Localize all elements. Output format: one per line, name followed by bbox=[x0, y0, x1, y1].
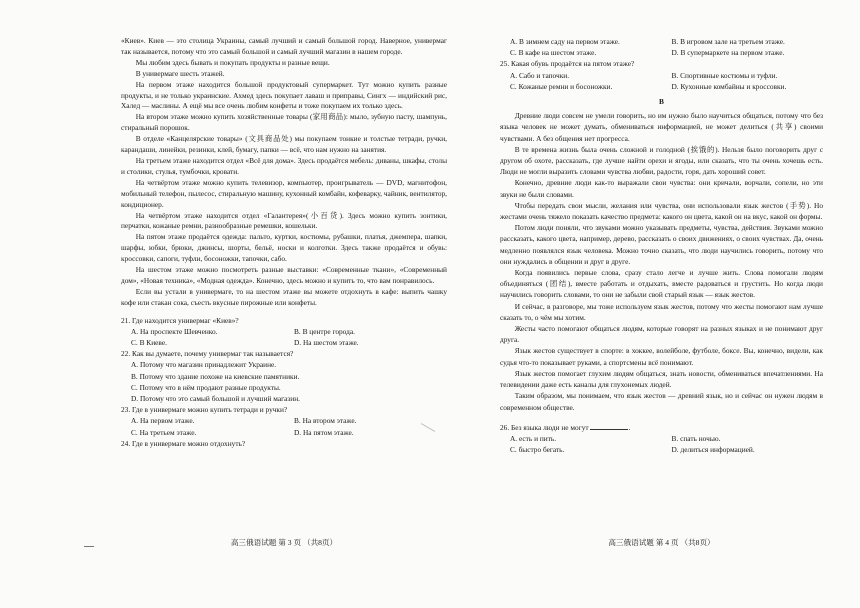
question-24-text: 24. Где в универмаге можно отдохнуть? bbox=[121, 438, 246, 448]
page-footer-left: 高三俄语试题 第 3 页 （共8页） bbox=[230, 538, 338, 547]
question-text: 21. Где находится универмаг «Киев»? bbox=[121, 315, 239, 325]
option-b: B. Спортивные костюмы и туфли. bbox=[671, 70, 778, 80]
question-24-options bbox=[500, 36, 823, 58]
option-a: A. Потому что магазин принадлежит Украине. bbox=[131, 360, 277, 370]
option-d: D. На пятом этаже. bbox=[294, 427, 354, 437]
option-a: A. Сабо и тапочки. bbox=[510, 70, 570, 80]
answer-blank bbox=[590, 422, 628, 430]
option-b: B. На втором этаже. bbox=[294, 416, 357, 426]
question-stem: 26. Без языка люди не могут bbox=[500, 422, 589, 432]
option-c: C. В кафе на шестом этаже. bbox=[510, 48, 597, 58]
reading-paragraph: Жесты часто помогают общаться людям, которые говорят на разных языках и не понимают друг друга. bbox=[500, 324, 823, 345]
reading-paragraph: В те времена жизнь была очень сложной и голодной (挨饿的). Нельзя было поговорить друг с другом об охоте, рассказать, где лучше найти орехи и ягоды, или сказать, что ты очень хочешь есть. Люди не могли выразить словами чувства любви, радости, горя, дать хороший совет. bbox=[500, 144, 823, 177]
option-d: D. В супермаркете на первом этаже. bbox=[671, 48, 785, 58]
option-a: A. На первом этаже. bbox=[131, 416, 195, 426]
question-text: 22. Как вы думаете, почему универмаг так называется? bbox=[121, 349, 294, 359]
question-25 bbox=[500, 58, 823, 92]
question-text: 26. Без языка люди не могут . bbox=[500, 422, 631, 432]
option-c: C. Потому что в нём продают разные продукты. bbox=[131, 382, 281, 392]
reading-paragraph: Мы любим здесь бывать и покупать продукты и разные вещи. bbox=[135, 57, 330, 67]
option-d: D. Кухонные комбайны и кроссовки. bbox=[671, 81, 787, 91]
question-21 bbox=[121, 315, 447, 349]
reading-paragraph: В универмаге шесть этажей. bbox=[135, 68, 225, 78]
reading-paragraph: Таким образом, мы понимаем, что язык жестов — древний язык, но и сейчас он нужен людям в современном обществе. bbox=[500, 391, 823, 412]
reading-paragraph: Если вы устали в универмаге, то на шестом этаже вы можете отдохнуть в кафе: выпить чашку кофе или стакан сока, съесть вкусные пирожные или конфеты. bbox=[121, 286, 447, 307]
option-d: D. делиться информацией. bbox=[671, 445, 755, 455]
left-page-column bbox=[121, 36, 447, 449]
option-a: A. В зимнем саду на первом этаже. bbox=[510, 37, 620, 46]
question-22 bbox=[121, 348, 447, 404]
page-footer-right: 高三俄语试题 第 4 页 （共8页） bbox=[608, 538, 715, 547]
question-text: 23. Где в универмаге можно купить тетради и ручки? bbox=[121, 405, 288, 415]
option-b: B. В центре города. bbox=[294, 326, 355, 336]
option-d: D. Потому что это самый большой и лучший магазин. bbox=[131, 394, 300, 404]
reading-paragraph: И сейчас, в разговоре, мы тоже используем язык жестов, потому что жесты помогают нам лучше сказать то, о чём мы хотим. bbox=[500, 301, 823, 322]
question-23 bbox=[121, 404, 447, 438]
reading-paragraph: Язык жестов помогает глухим людям общаться, знать новости, обмениваться впечатлениями. На телевидении даже есть каналы для глухонемых людей. bbox=[500, 368, 823, 390]
option-c: C. Кожаные ремни и босоножки. bbox=[510, 81, 613, 91]
right-page-column bbox=[500, 36, 823, 455]
reading-paragraph: Конечно, древние люди как-то выражали свои чувства: они кричали, ворчали, сопели, но эти звуки не были словами. bbox=[500, 178, 823, 199]
reading-paragraph: На пятом этаже продаётся одежда: пальто, куртки, костюмы, рубашки, платья, джемпера, шапки, шарфы, юбки, брюки, джинсы, шорты, бельё, носки и колготки. Здесь также продаётся и обувь: кроссовки, сапоги, туфли, босоножки, тапочки, сабо. bbox=[121, 232, 447, 264]
option-b: B. В игровом зале на третьем этаже. bbox=[671, 37, 785, 46]
option-c: C. быстро бегать. bbox=[510, 445, 565, 455]
reading-paragraph: Чтобы передать свои мысли, желания или чувства, они использовали язык жестов (手势). Но жестами очень тяжело показать качество предмета: какого он цвета, какой он на вкус, какой он формы. bbox=[500, 200, 823, 222]
reading-paragraph: На шестом этаже можно посмотреть разные выставки: «Современные ткани», «Современный дом», «Новая техника», «Модная одежда». Конечно, здесь можно и купить то, что вам понравилось. bbox=[121, 265, 447, 285]
reading-paragraph: Древние люди совсем не умели говорить, но им нужно было научиться общаться, потому что без языка человек не может думать, обмениваться информацией, не может делиться (共享) своими чувствами. А без общения нет прогресса. bbox=[500, 111, 823, 143]
reading-paragraph: На четвёртом этаже находится отдел «Галантерея»(小百货). Здесь можно купить зонтики, перчатки, кожаные ремни, разнообразные ремешки, кошельки. bbox=[121, 210, 447, 231]
option-b: B. Потому что здание похоже на киевские памятники. bbox=[131, 371, 300, 381]
reading-paragraph: На третьем этаже находится отдел «Всё для дома». Здесь продаётся мебель: диваны, шкафы, столы и столики, стулья, тумбочки, кровати. bbox=[121, 155, 447, 176]
option-c: C. На третьем этаже. bbox=[131, 427, 197, 437]
option-b: B. спать ночью. bbox=[671, 433, 721, 443]
option-d: D. На шестом этаже. bbox=[294, 338, 359, 348]
option-a: A. есть и пить. bbox=[510, 433, 557, 443]
question-text: 25. Какая обувь продаётся на пятом этаже? bbox=[500, 59, 635, 69]
reading-paragraph: Язык жестов существует в спорте: в хоккее, волейболе, футболе, боксе. Вы, конечно, видели, как судья что-то показывает руками, а спортсмены всё понимают. bbox=[500, 346, 823, 367]
reading-paragraph: На четвёртом этаже можно купить телевизор, компьютер, проигрыватель — DVD, магнитофон, мобильный телефон, пылесос, стиральную машину, кухонный комбайн, кофеварку, чайник, вентилятор, кондиционер. bbox=[121, 177, 447, 209]
reading-paragraph: На первом этаже находится большой продуктовый супермаркет. Тут можно купить разные продукты, и не только украинские. Ахмед здесь покупает лаваш и приправы, Сингх — индийский рис, Халед — маслины. А ещё мы все очень любим конфеты и тоже покупаем их только здесь. bbox=[121, 79, 447, 111]
reading-paragraph: Когда появились первые слова, сразу стало легче и лучше жить. Слова помогали людям объединяться (团结), вместе работать и отдыхать, вместе радоваться и грустить. Но когда люди научились говорить словами, то они не забыли свой старый язык — язык жестов. bbox=[500, 268, 823, 300]
section-heading: B bbox=[659, 97, 664, 107]
question-26 bbox=[500, 422, 823, 456]
reading-paragraph: На втором этаже можно купить хозяйственные товары (家用商品): мыло, зубную пасту, шампунь, стиральный порошок. bbox=[121, 112, 447, 133]
reading-paragraph: В отделе «Канцелярские товары» (文具商品处) мы покупаем тонкие и толстые тетради, ручки, карандаши, линейки, резинки, клей, бумагу, папки — всё, что нам нужно на занятия. bbox=[121, 134, 447, 155]
option-a: A. На проспекте Шевченко. bbox=[131, 326, 218, 336]
reading-paragraph: Потом люди поняли, что звуками можно указывать предметы, чувства, действия. Звуками можно рассказать, какого цвета, например, дерево, рассказать о своих движениях, о своих чувствах. Да, очень медленно появлялся язык человека. Можно точно сказать, что люди научились говорить, потому что они нуждались в общении и друг в друге. bbox=[500, 223, 823, 266]
edge-mark bbox=[84, 546, 94, 547]
option-c: C. В Киеве. bbox=[131, 338, 167, 348]
reading-paragraph: «Киев». Киев — это столица Украины, самый лучший и самый большой город. Наверное, универмаг так называется, потому что это самый большой и самый лучший магазин в нашем городе. bbox=[121, 36, 447, 56]
